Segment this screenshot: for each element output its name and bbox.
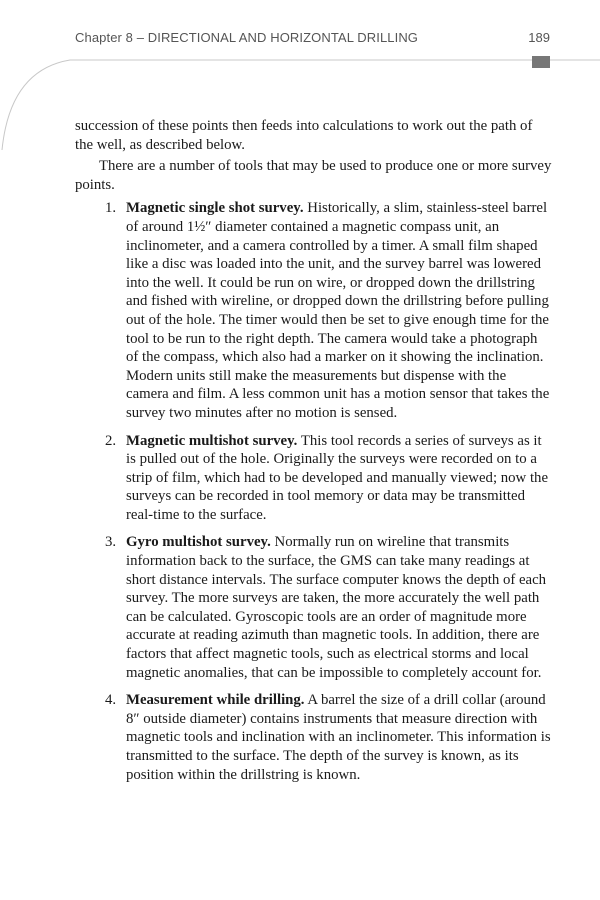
list-item-text: Normally run on wireline that transmits information back to the surface, the GMS can take many readings at short distance intervals. The surface computer knows the depth of each survey. The more surveys are taken, the more accurately the well path can be calculated. Gyroscopic tools are an order of magnitude more accurate at reading azimuth than magnetic tools. In addition, there are factors that affect magnetic tools, such as electrical storms and local magnetic anomalies, that can be impossible to completely account for. <box>126 534 547 681</box>
list-item <box>75 533 552 682</box>
list-item-title: Magnetic multishot survey. <box>126 432 298 449</box>
list-item-title: Magnetic single shot survey. <box>126 200 304 217</box>
list-item-title: Gyro multishot survey. <box>126 534 271 551</box>
list-item <box>75 691 552 784</box>
list-item-title: Measurement while drilling. <box>126 692 305 709</box>
page-number: 189 <box>528 30 550 45</box>
list-number: 2. <box>105 432 117 449</box>
list-item <box>75 199 552 422</box>
list-item-text: A barrel the size of a drill collar (around 8″ outside diameter) contains instruments that measure direction with magnetic tools and inclination with an inclinometer. This information is transmitted to the surface. The depth of the survey is known, as its position within the drillstring is known. <box>126 692 551 783</box>
list-item-text: Historically, a slim, stainless-steel barrel of around 1½″ diameter contained a magnetic compass unit, an inclinometer, and a camera controlled by a timer. A small film shaped like a disc was loaded into the unit, and the survey barrel was lowered into the well. It could be run on wire, or dropped down the drillstring and fished with wireline, or dropped down the drillstring before pulling out of the hole. The timer would then be set to give enough time for the tool to be run to the right depth. The camera would take a photograph of the compass, which also had a marker on it showing the inclination. Modern units still make the measurements but dispense with the camera and film. A less common unit has a motion sensor that takes the survey two minutes after no motion is sensed. <box>126 200 550 421</box>
list-number: 1. <box>105 200 117 217</box>
list-item-text: This tool records a series of surveys as it is pulled out of the hole. Originally the surveys were recorded on to a strip of film, which had to be developed and manually viewed; now the surveys can be recorded in tool memory or data may be transmitted real-time to the surface. <box>126 432 549 523</box>
paragraph-intro: There are a number of tools that may be used to produce one or more survey points. <box>75 158 552 193</box>
survey-tools-list <box>75 199 552 784</box>
list-item <box>75 432 552 525</box>
body-text <box>75 117 552 793</box>
list-number: 4. <box>105 692 117 709</box>
running-head <box>75 30 550 50</box>
list-number: 3. <box>105 534 117 551</box>
chapter-title: Chapter 8 – DIRECTIONAL AND HORIZONTAL DRILLING <box>75 30 419 45</box>
paragraph-continued: succession of these points then feeds into calculations to work out the path of the well, as described below. <box>75 118 533 153</box>
corner-tab-marker <box>532 56 550 68</box>
